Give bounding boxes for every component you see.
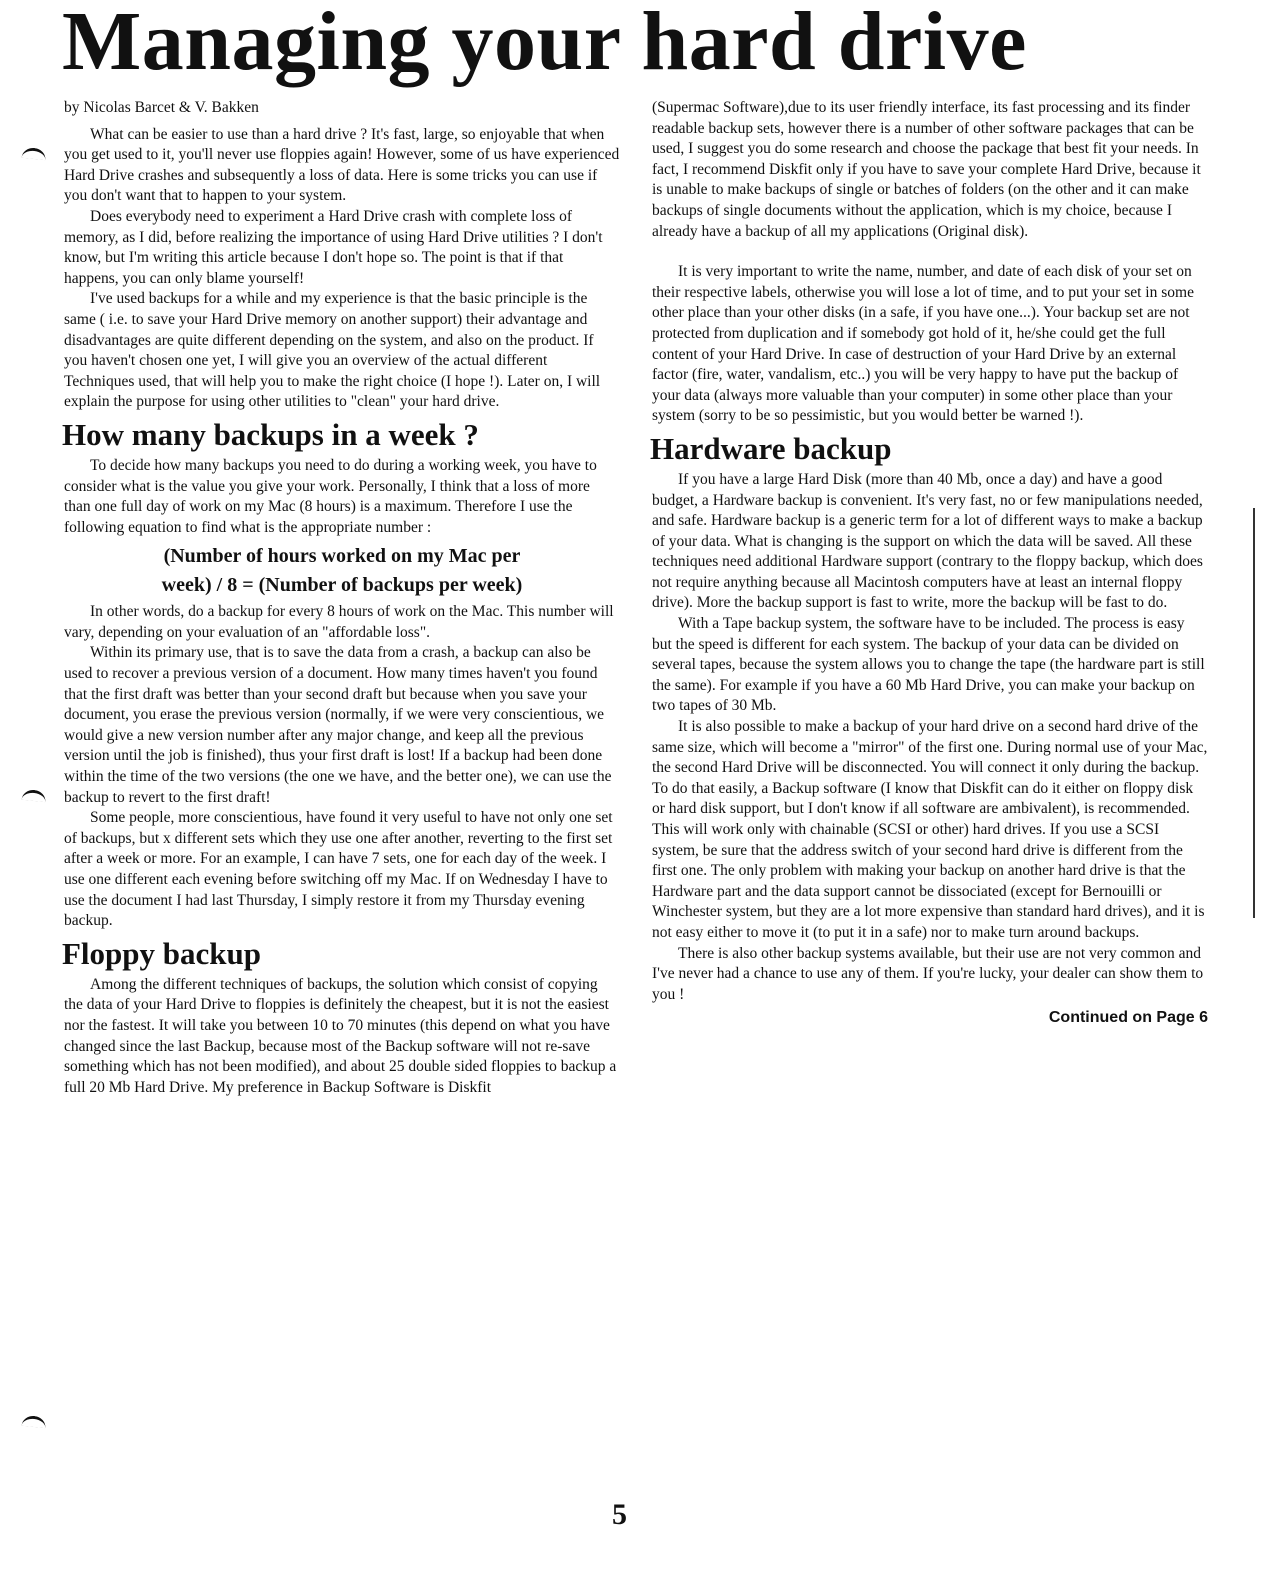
intro-paragraph: What can be easier to use than a hard drive ? It's fast, large, so enjoyable that when you get used to it, you'll never use floppies again! However, some of us have experienced Hard Drive crashes and subsequently a loss of data. Here is some tricks you can use if you don't want that to happen to your system. [64, 125, 620, 205]
hardware-paragraph: With a Tape backup system, the software have to be included. The process is easy but the speed is different for each system. The backup of your data can be divided on several tapes, because the system allows you to change the tape (the hardware part is still the same). For example if you have a 60 Mb Hard Drive, you can make your backup on two tapes of 30 Mb. [652, 615, 1205, 715]
article-title: Managing your hard drive [62, 0, 1027, 88]
labels-paragraph: It is very important to write the name, number, and date of each disk of your set on their respective labels, otherwise you will lose a lot of time, and to put your set in some other place than your other disks (in a safe, if you have one...). Your backup set are not protected from duplication and if somebody got hold of it, he/she could get the full content of your Hard Drive. In case of destruction of your Hard Drive by an external factor (fire, water, vandalism, etc..) you will be very happy to have put the backup of your data (always more valuable than your computer) in some other place than your system (sorry to be so pessimistic, but you would better be warned !). [652, 263, 1194, 425]
heading-floppy-backup: Floppy backup [62, 935, 262, 971]
continued-note: Continued on Page 6 [1048, 1009, 1208, 1027]
margin-punch-mark [21, 1415, 46, 1428]
scan-edge-line [1253, 508, 1255, 918]
hardware-paragraph: There is also other backup systems available, but their use are not very common and I've never had a chance to use any of them. If you're lucky, your dealer can show them to you ! [652, 944, 1204, 1003]
floppy-continuation: (Supermac Software),due to its user friendly interface, its fast processing and its finder readable backup sets, however there is a number of other software packages that can be used, I suggest you do some research and choose the package that best fit your needs. In fact, I recommend Diskfit only if you have to save your complete Hard Drive, because it is unable to make backups of single or batches of folders (on the other and it can make backups of single documents without the application, which is my choice, because I already have a backup of all my applications (Original disk). [652, 99, 1201, 240]
backups-paragraph: Within its primary use, that is to save the data from a crash, a backup can also be used to recover a previous version of a document. How many times haven't you found that the first draft was better than your second draft but because when you save your document, you erase the previous version (normally, if we were very conscientious, we would give a new version number after any major change, and keep all the previous version until the job is finished), thus your first draft is lost! If a backup had been done within the time of the two versions (the one we have, and the better one), we can use the backup to revert to the first draft! [64, 644, 612, 806]
backup-formula [64, 542, 620, 600]
page-number: 5 [612, 1498, 627, 1531]
formula-line: (Number of hours worked on my Mac per [163, 545, 521, 568]
margin-punch-mark [21, 147, 46, 160]
formula-line: week) / 8 = (Number of backups per week) [161, 574, 523, 597]
floppy-paragraph: Among the different techniques of backups, the solution which consist of copying the data of your Hard Drive to floppies is definitely the cheapest, but it is not the easiest nor the fastest. It will take you between 10 to 70 minutes (this depend on what you have changed since the last Backup, because most of the Backup software will not re-save something which has not been modified), and about 25 double sided floppies to backup a full 20 Mb Hard Drive. My preference in Backup Software is Diskfit [64, 975, 617, 1096]
hardware-paragraph: It is also possible to make a backup of your hard drive on a second hard drive of the same size, which will become a "mirror" of the first one. During normal use of your Mac, the second Hard Drive will be disconnected. You will connect it only during the backup. To do that easily, a Backup software (I know that Diskfit can do it either on floppy disk or hard disk support, but I don't know if all software are ambivalent), is recommended. This will work only with chainable (SCSI or other) hard drives. If you use a SCSI system, be sure that the address switch of your second hard drive is different from the first one. The only problem with making your backup on another hard drive is that the Hardware part and the data support cannot be dissociated (except for Bernouilli or Winchester system, but they are a lot more expensive than standard hard drives), and it is not easy either to move it (to put it in a safe) nor to make turn around backups. [652, 718, 1208, 941]
intro-paragraph: Does everybody need to experiment a Hard Drive crash with complete loss of memory, as I did, before realizing the importance of using Hard Drive utilities ? I don't know, but I'm writing this article because I don't hope so. The point is that if that happens, you can only blame yourself! [64, 207, 603, 287]
intro-paragraph: I've used backups for a while and my experience is that the basic principle is the same ( i.e. to save your Hard Drive memory on another support) their advantage and disadvantages are quite different depending on the system, and also on the product. If you haven't chosen one yet, I will give you an overview of the actual different Techniques used, that will help you to make the right choice (I hope !). Later on, I will explain the purpose for using other utilities to "clean" your hard drive. [64, 290, 601, 411]
hardware-paragraph: If you have a large Hard Disk (more than 40 Mb, once a day) and have a good budget, a Hardware backup is convenient. It's very fast, no or few manipulations needed, and safe. Hardware backup is a generic term for a lot of different ways to make a backup of your data. What is changing is the support on which the data will be saved. All these techniques need additional Hardware support (contrary to the floppy backup, which does not require anything because all Macintosh computers have at least an internal floppy drive). More the backup support is fast to write, more the backup will be fast to do. [652, 470, 1203, 612]
backups-paragraph: In other words, do a backup for every 8 hours of work on the Mac. This number will vary, depending on your evaluation of an "affordable loss". [64, 603, 614, 641]
left-column [64, 98, 620, 1098]
byline: by Nicolas Barcet & V. Bakken [64, 99, 259, 116]
heading-hardware-backup: Hardware backup [650, 430, 892, 466]
right-column [652, 98, 1208, 1027]
backups-paragraph: To decide how many backups you need to do during a working week, you have to consider what is the value you give your work. Personally, I think that a loss of more than one full day of work on my Mac (8 hours) is a maximum. Therefore I use the following equation to find what is the appropriate number : [64, 456, 597, 536]
margin-punch-mark [21, 789, 46, 802]
heading-backups-per-week: How many backups in a week ? [62, 416, 479, 452]
backups-paragraph: Some people, more conscientious, have found it very useful to have not only one set of backups, but x different sets which they use one after another, reverting to the first set after a week or more. For an example, I can have 7 sets, one for each day of the week. I use one different each evening before switching off my Mac. If on Wednesday I have to use the document I had last Thursday, I simply restore it from my Thursday evening backup. [64, 809, 613, 930]
